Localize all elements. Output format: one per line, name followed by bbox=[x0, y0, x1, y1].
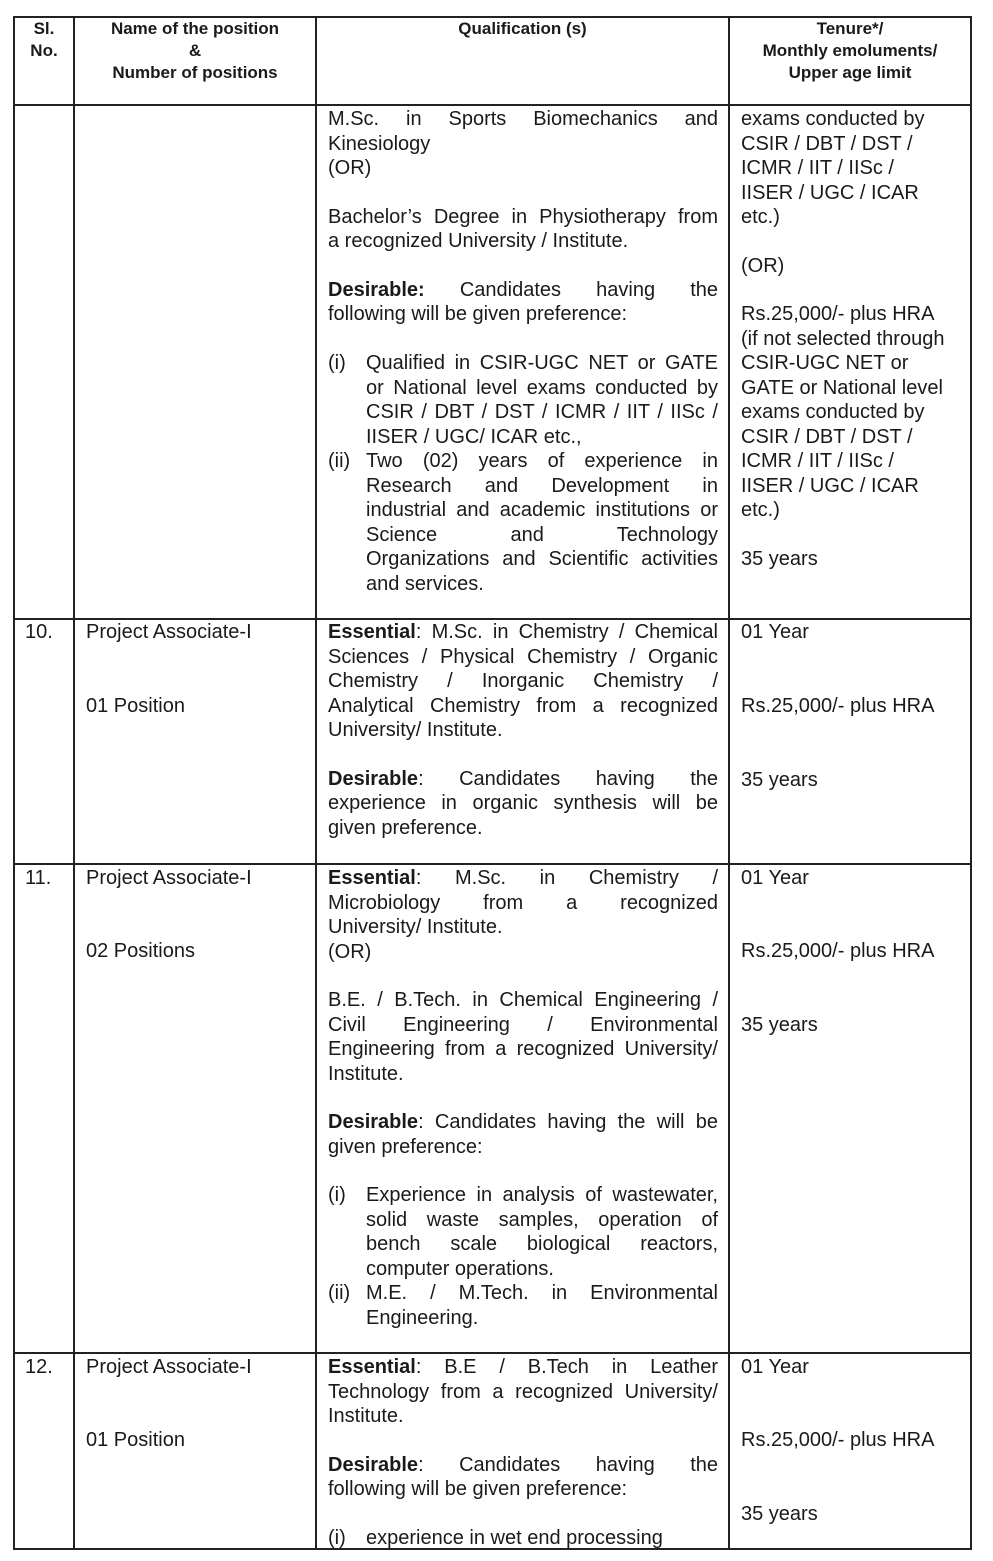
row11-position-count: 02 Positions bbox=[86, 940, 195, 962]
list-item: (i) experience in wet end processing bbox=[328, 1527, 663, 1549]
column-divider bbox=[73, 16, 75, 1550]
row12-position-name: Project Associate-I bbox=[86, 1356, 252, 1378]
row10-sl-no: 10. bbox=[25, 621, 53, 643]
row12-age-limit: 35 years bbox=[741, 1503, 818, 1525]
row11-position-name: Project Associate-I bbox=[86, 867, 252, 889]
list-item: (i) Qualified in CSIR-UGC NET or GATE or National level exams conducted by CSIR / DBT / DST / ICMR / IIT / IISc / IISER / UGC/ ICAR etc., bbox=[328, 352, 718, 448]
row11-emoluments: Rs.25,000/- plus HRA bbox=[741, 940, 935, 962]
column-divider bbox=[728, 16, 730, 1550]
row10-emoluments: Rs.25,000/- plus HRA bbox=[741, 695, 935, 717]
column-divider bbox=[315, 16, 317, 1550]
row9-qualification: M.Sc. in Sports Biomechanics and Kinesiology (OR) Bachelor’s Degree in Physiotherapy from a recognized University / Institute. Desirable: Candidates having the following will be given preference: bbox=[328, 108, 718, 325]
header-qualification: Qualification (s) bbox=[458, 19, 587, 38]
header-tenure: Tenure*/ Monthly emoluments/ Upper age limit bbox=[762, 19, 938, 82]
row10-position-count: 01 Position bbox=[86, 695, 185, 717]
list-item: (ii) M.E. / M.Tech. in Environmental Engineering. bbox=[328, 1282, 718, 1329]
header-divider bbox=[13, 104, 972, 106]
row12-tenure: 01 Year bbox=[741, 1356, 809, 1378]
desirable-label: Desirable bbox=[328, 1111, 419, 1133]
row-divider bbox=[13, 863, 972, 865]
desirable-label: Desirable bbox=[328, 767, 419, 790]
row9-tenure: exams conducted by CSIR / DBT / DST / ICMR / IIT / IISc / IISER / UGC / ICAR etc.) (OR) Rs.25,000/- plus HRA (if not selected through CSIR-UGC NET or GATE or National level exams conducted by CSIR / DBT / DST / ICMR / IIT / IISc / IISER / UGC / ICAR etc.) 35 years bbox=[741, 108, 945, 570]
desirable-label: Desirable: bbox=[328, 278, 425, 301]
header-position-name: Name of the position & Number of positions bbox=[110, 19, 280, 82]
essential-label: Essential bbox=[328, 621, 416, 643]
row11-sl-no: 11. bbox=[25, 867, 52, 889]
row10-age-limit: 35 years bbox=[741, 769, 818, 791]
row10-qualification: Essential: M.Sc. in Chemistry / Chemical Sciences / Physical Chemistry / Organic Chemistry / Inorganic Chemistry / Analytical Chemistry from a recognized University/ Institute. Desirable: Candidates having the experience in organic synthesis will be given preference. bbox=[328, 621, 718, 839]
desirable-label: Desirable bbox=[328, 1453, 419, 1476]
row-divider bbox=[13, 1352, 972, 1354]
row11-age-limit: 35 years bbox=[741, 1014, 818, 1036]
essential-label: Essential bbox=[328, 1356, 416, 1378]
row11-qualification: Essential: M.Sc. in Chemistry / Microbiology from a recognized University/ Institute. (OR) B.E. / B.Tech. in Chemical Engineering / Civil Engineering / Environmental Engineering from a recognized University/ Institute. Desirable: Candidates having the will be given preference: bbox=[328, 867, 718, 1158]
essential-label: Essential bbox=[328, 867, 416, 889]
list-item: (i) Experience in analysis of wastewater, solid waste samples, operation of bench scale biological reactors, computer operations. bbox=[328, 1184, 718, 1280]
row11-tenure: 01 Year bbox=[741, 867, 809, 889]
row10-tenure: 01 Year bbox=[741, 621, 809, 643]
row12-qualification: Essential: B.E / B.Tech in Leather Technology from a recognized University/ Institute. Desirable: Candidates having the following will be given preference: bbox=[328, 1356, 718, 1500]
row10-position-name: Project Associate-I bbox=[86, 621, 252, 643]
list-item: (ii) Two (02) years of experience in Research and Development in industrial and academic institutions or Science and Technology Organizations and Scientific activities and services. bbox=[328, 450, 718, 595]
header-sl-no: Sl. No. bbox=[30, 19, 58, 60]
row12-emoluments: Rs.25,000/- plus HRA bbox=[741, 1429, 935, 1451]
row12-position-count: 01 Position bbox=[86, 1429, 185, 1451]
row12-sl-no: 12. bbox=[25, 1356, 53, 1378]
